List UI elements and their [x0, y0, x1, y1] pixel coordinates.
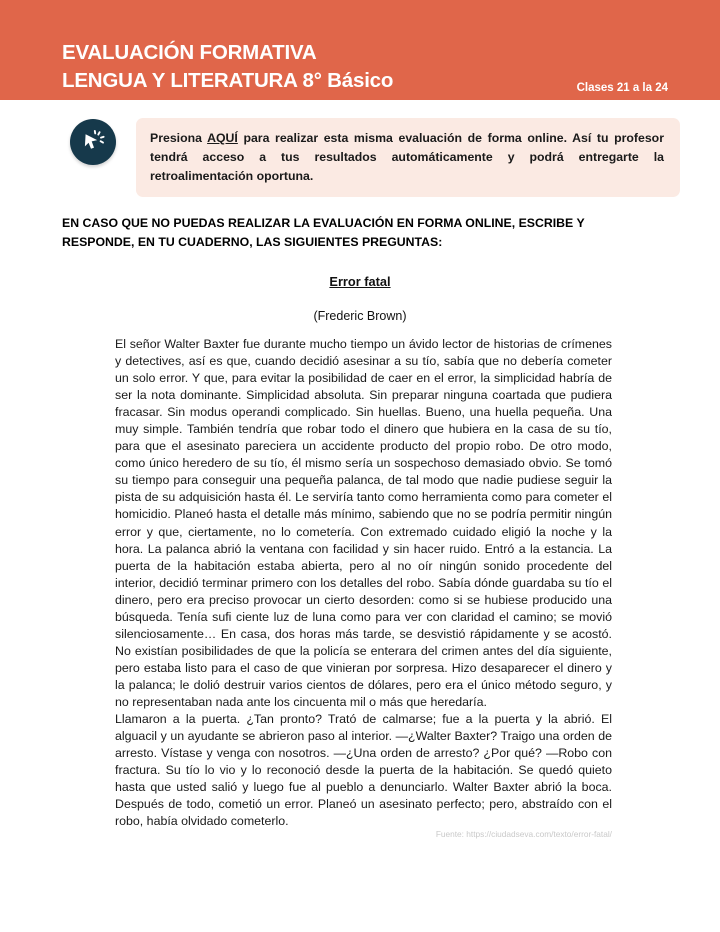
story-paragraph: El señor Walter Baxter fue durante mucho tiempo un ávido lector de historias de crímenes y detectives, así es que, cuando decidió asesinar a su tío, sabía que no debería cometer un solo error. Y que, para evitar la posibilidad de caer en el error, la simplicidad habría de ser la nota dominante. Simplicidad absoluta. Sin preparar ninguna coartada que pudiera fracasar. Sin modus operandi complicado. Sin huellas. Bueno, una huella pequeña. Una muy simple. También tendría que robar todo el dinero que hubiera en la casa de su tío, para que el asesinato pareciera un accidente producto del propio robo. De otro modo, como único heredero de su tío, él mismo sería un sospechoso demasiado obvio. Se tomó su tiempo para conseguir una pequeña palanca, de tal modo que nadie pudiese seguir la pista de su adquisición hasta él. Le serviría tanto como herramienta como para cometer el homicidio. Planeó hasta el detalle más mínimo, sabiendo que no se podría permitir ningún error y que, ciertamente, no lo cometería. Con extremado cuidado eligió la noche y la hora. La palanca abrió la ventana con facilidad y sin hacer ruido. Entró a la estancia. La puerta de la habitación estaba abierta, pero al no oír ningún sonido procedente del interior, decidió terminar primero con los detalles del robo. Sabía dónde guardaba su tío el dinero, pero era preciso provocar un cierto desorden: como si se hubiese producido una búsqueda. Tenía sufi ciente luz de luna como para ver con claridad el camino; se movió silenciosamente… En casa, dos horas más tarde, se desvistió rápidamente y se acostó. No existían posibilidades de que la policía se enterara del crimen antes del día siguiente, pero estaba listo para el caso de que vinieran por sorpresa. Hizo desaparecer el dinero y la palanca; le dolió destruir varios cientos de dólares, pero era el único método seguro, y no representaban nada ante los cincuenta mil o más que heredaría. [115, 337, 612, 709]
callout-text-after-link: para realizar esta misma evaluación de forma online. Así tu profesor tendrá acceso a tus resultados automáticamente y podrá entregarte la retroalimentación oportuna. [150, 131, 664, 183]
online-evaluation-callout [62, 118, 682, 186]
callout-text-before-link: Presiona [150, 131, 208, 145]
header-title-line1: EVALUACIÓN FORMATIVA [62, 41, 317, 64]
click-cursor-icon [70, 119, 116, 165]
header-title-line2: LENGUA Y LITERATURA 8° Básico [62, 69, 394, 92]
callout-paragraph [150, 129, 664, 186]
story-source-citation: Fuente: https://ciudadseva.com/texto/error-fatal/ [435, 829, 612, 839]
story-author: (Frederic Brown) [313, 309, 407, 323]
header-title-group [62, 40, 668, 94]
aqui-link[interactable]: AQUÍ [207, 131, 238, 145]
page-header-band [0, 0, 720, 100]
story-body [115, 336, 612, 830]
story-title: Error fatal [329, 274, 391, 289]
offline-instruction-text: EN CASO QUE NO PUEDAS REALIZAR LA EVALUACIÓN EN FORMA ONLINE, ESCRIBE Y RESPONDE, EN TU CUADERNO, LAS SIGUIENTES PREGUNTAS: [62, 216, 585, 249]
story-paragraph: Llamaron a la puerta. ¿Tan pronto? Trató de calmarse; fue a la puerta y la abrió. El alguacil y un ayudante se abrieron paso al interior. —¿Walter Baxter? Traigo una orden de arresto. Vístase y venga con nosotros. —¿Una orden de arresto? ¿Por qué? —Robo con fractura. Su tío lo vio y lo reconoció desde la puerta de la habitación. Se quedó quieto hasta que usted salió y luego fue al pueblo a denunciarlo. Walter Baxter abrió la boca. Después de todo, cometió un error. Planeó un asesinato perfecto; pero, abstraído con el robo, había olvidado cometerlo. [115, 712, 612, 829]
callout-text-box [136, 118, 680, 197]
header-classes-label: Clases 21 a la 24 [576, 82, 668, 94]
